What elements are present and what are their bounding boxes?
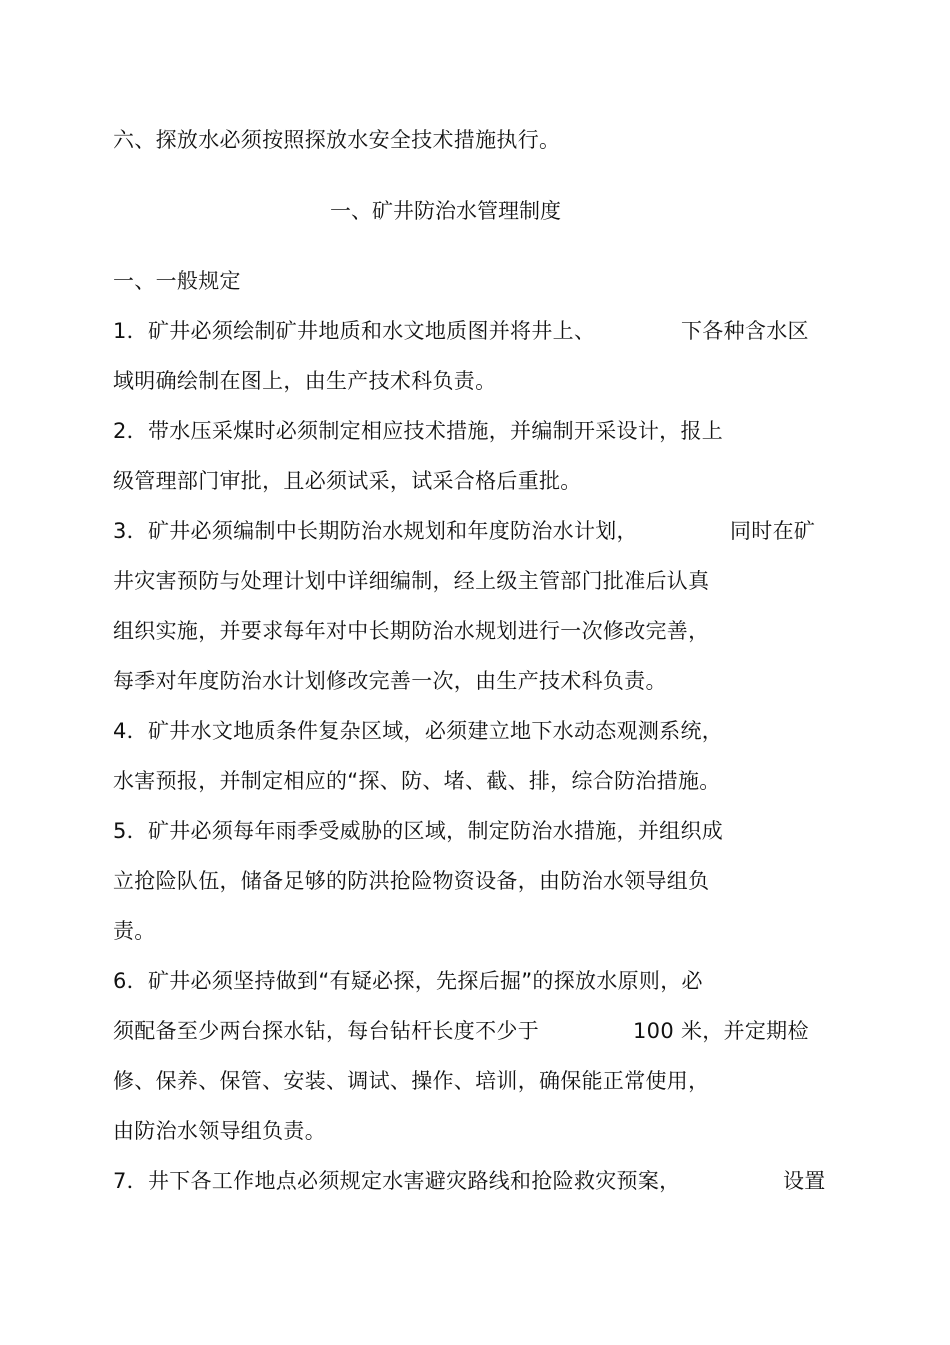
item-5-line-1: 5．矿井必须每年雨季受威胁的区域，制定防治水措施，并组织成 [113,819,724,843]
item-3-line-1: 3．矿井必须编制中长期防治水规划和年度防治水计划， [113,519,638,543]
item-3-line-3: 组织实施，并要求每年对中长期防治水规划进行一次修改完善， [113,619,710,643]
item-6-line-1: 6．矿井必须坚持做到“有疑必探，先探后掘”的探放水原则，必 [113,969,703,993]
item-7-line-1: 7．井下各工作地点必须规定水害避灾路线和抢险救灾预案， [113,1169,681,1193]
section-heading: 一、一般规定 [113,269,241,293]
item-4-line-1: 4．矿井水文地质条件复杂区域，必须建立地下水动态观测系统， [113,719,724,743]
item-2-line-2: 级管理部门审批，且必须试采，试采合格后重批。 [113,469,582,493]
item-1-line-1-tail: 下各种含水区 [681,319,809,343]
item-5-line-3: 责。 [113,919,156,943]
item-3-line-2: 井灾害预防与处理计划中详细编制，经上级主管部门批准后认真 [113,569,710,593]
item-5-line-2: 立抢险队伍，储备足够的防洪抢险物资设备，由防治水领导组负 [113,869,710,893]
item-6-line-2: 须配备至少两台探水钻，每台钻杆长度不少于 [113,1019,539,1043]
intro-line: 六、探放水必须按照探放水安全技术措施执行。 [113,128,561,152]
item-6-line-3: 修、保养、保管、安装、调试、操作、培训，确保能正常使用， [113,1069,710,1093]
item-3-line-4: 每季对年度防治水计划修改完善一次，由生产技术科负责。 [113,669,667,693]
item-4-line-2: 水害预报，并制定相应的“探、防、堵、截、排，综合防治措施。 [113,769,721,793]
item-3-line-1-tail: 同时在矿 [730,519,816,543]
item-6-line-4: 由防治水领导组负责。 [113,1119,326,1143]
document-title: 一、矿井防治水管理制度 [330,199,561,223]
item-7-line-1-tail: 设置 [783,1169,826,1193]
item-2-line-1: 2．带水压采煤时必须制定相应技术措施，并编制开采设计，报上 [113,419,724,443]
item-6-line-2-tail: 100 米，并定期检 [633,1019,809,1043]
item-1-line-2: 域明确绘制在图上，由生产技术科负责。 [113,369,497,393]
item-1-line-1: 1．矿井必须绘制矿井地质和水文地质图并将井上、 [113,319,596,343]
